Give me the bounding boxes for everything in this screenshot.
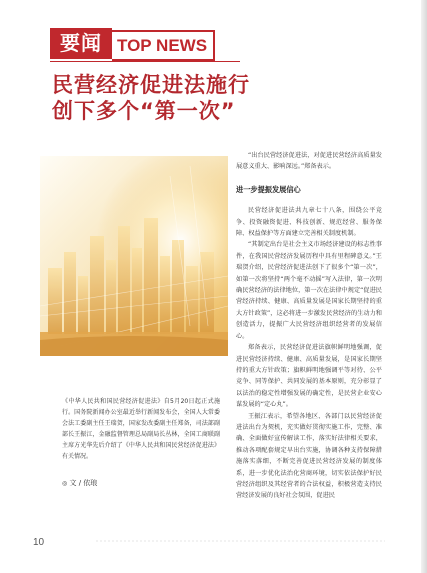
footer-dotted-rule [95, 540, 385, 542]
byline-mark: ◎ [62, 480, 68, 487]
article-column [236, 150, 382, 502]
city-skyline-image [40, 156, 228, 356]
headline-line1: 民营经济促进法施行 [52, 73, 250, 97]
article-subhead: 进一步提振发展信心 [236, 184, 301, 194]
page-edge [421, 0, 427, 573]
headline [52, 72, 312, 124]
article-paragraph-2: 民营经济促进法共九章七十八条，围绕公平竞争、投资融资促进、科技创新、规范经营、服务保障、权益保护等方面建立完善相关制度机制。 [236, 207, 382, 238]
article-paragraph-5: 王振江表示，希望各地区、各部门以民营经济促进法出台为契机，充实做好贯彻实施工作，完整、准确、全面做好宣传解读工作，落实好法律相关要求，推动各项配套规定早出台实施，协调各种支持保障措施落实落细，不断完善促进民营经济发展的制度体系，进一步优化法治化营商环境，切实依法保护好民营经济组织及其经营者的合法权益，积极营造支持民营经济发展的良好社会氛围，促进民 [236, 412, 382, 500]
author-name: 文 / 依琅 [69, 479, 98, 487]
headline-line2: 创下多个“第一次” [52, 99, 236, 123]
image-caption: 《中华人民共和国民营经济促进法》自5月20日起正式施行。国务院新闻办公室最近举行新闻发布会，全国人大常委会法工委副主任王瑞贺，国家发改委副主任郑备，司法部副部长王振江，金融监督管理总局副局长丛林，全国工商联副主席方光华先后介绍了《中华人民共和国民营经济促进法》有关情况。 [62, 398, 220, 460]
article-paragraph-3: “其制定出台是社会主义市场经济建设的标志性事件，在我国民营经济发展历程中具有里程碑意义。”王瑞贺介绍，民营经济促进法创下了很多个“第一次”，如第一次将坚持“两个毫不动摇”写入法律，第一次明确民营经济的法律地位，第一次在法律中规定“促进民营经济持续、健康、高质量发展是国家长期坚持的重大方针政策”，这必将进一步激发民营经济的生动力和创造活力，提振广大民营经济组织经营者的发展信心。 [236, 241, 382, 340]
page-number: 10 [33, 537, 45, 548]
author-byline [62, 478, 97, 488]
article-paragraph-1: “出台民营经济促进法，对促进民营经济高质量发展意义重大、影响深远。”郑备表示。 [236, 152, 382, 171]
section-badge [50, 28, 215, 59]
section-label-cn: 要闻 [50, 28, 112, 59]
city-skyline-illustration [40, 156, 228, 356]
article-paragraph-4: 郑备表示，民营经济促进法旗帜鲜明地强调，促进民营经济持续、健康、高质量发展，是国家长期坚持的重大方针政策；旗帜鲜明地强调平等对待、公平竞争、同等保护、共同发展的基本原则，充分彰显了以法治的稳定性增强发展的确定性，是民营企业安心谋发展的“定心丸”。 [236, 344, 382, 409]
header-rule [50, 61, 240, 62]
section-label-en: TOP NEWS [112, 30, 215, 61]
